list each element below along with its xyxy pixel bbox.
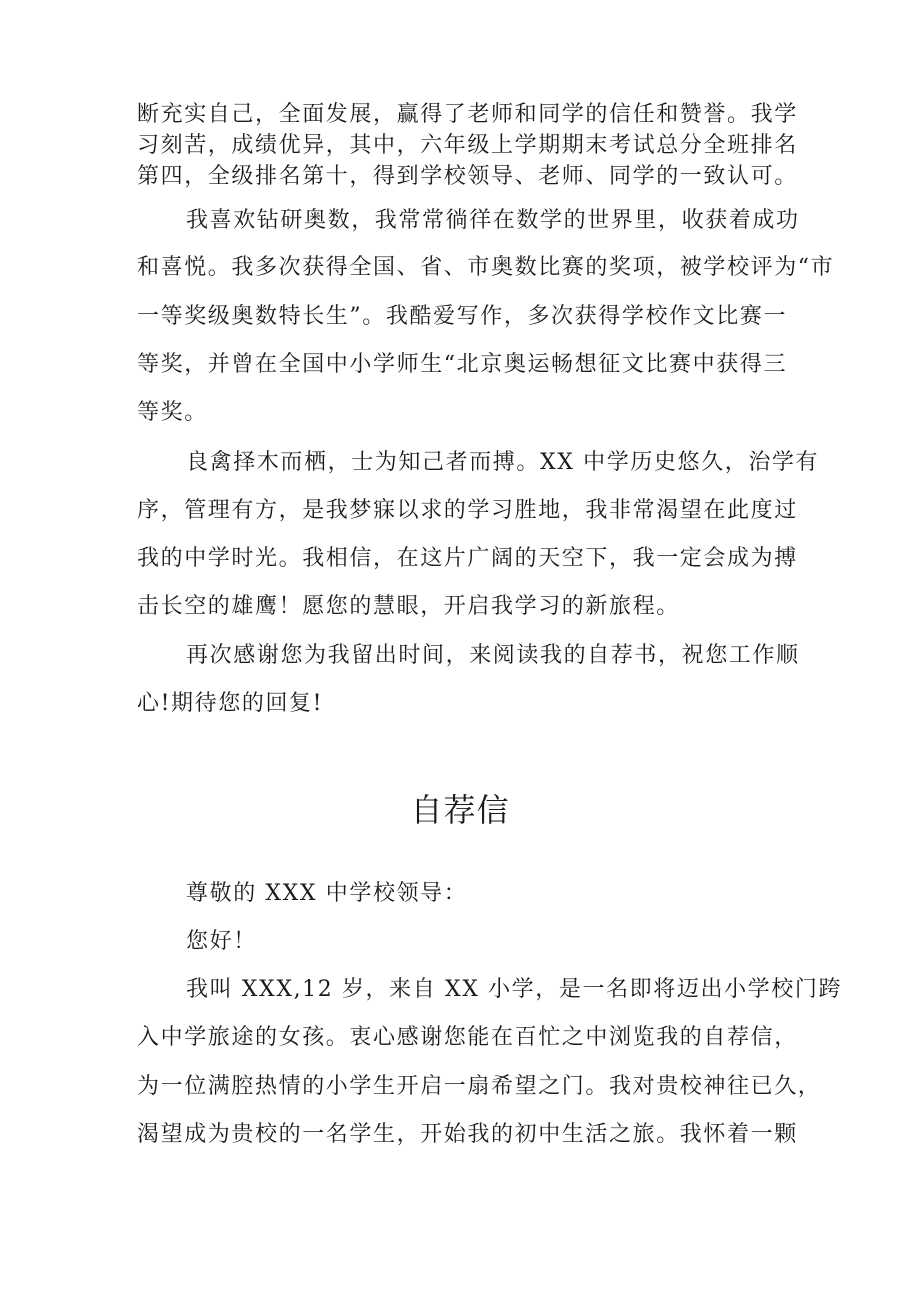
text-line: 等奖，并曾在全国中小学师生“北京奥运畅想征文比赛中获得三 xyxy=(137,352,788,377)
text-line: 良禽择木而栖，士为知己者而搏。XX 中学历史悠久，治学有 xyxy=(186,450,820,475)
text-line: 击长空的雄鹰！愿您的慧眼，开启我学习的新旅程。 xyxy=(137,594,680,619)
text-line: 入中学旅途的女孩。衷心感谢您能在百忙之中浏览我的自荐信， xyxy=(137,1025,798,1050)
text-line: 和喜悦。我多次获得全国、省、市奥数比赛的奖项，被学校评为“市 xyxy=(137,255,835,280)
salutation: 尊敬的 XXX 中学校领导： xyxy=(186,881,468,906)
text-line: 等奖。 xyxy=(137,400,208,425)
greeting: 您好！ xyxy=(186,929,257,954)
text-line: 断充实自己，全面发展，赢得了老师和同学的信任和赞誉。我学 xyxy=(137,102,798,127)
text-line: 我的中学时光。我相信，在这片广阔的天空下，我一定会成为搏 xyxy=(137,546,798,571)
text-line: 一等奖级奥数特长生”。我酷爱写作，多次获得学校作文比赛一 xyxy=(137,304,788,329)
text-line: 渴望成为贵校的一名学生，开始我的初中生活之旅。我怀着一颗 xyxy=(137,1122,798,1147)
text-line: 习刻苦，成绩优异，其中，六年级上学期期末考试总分全班排名 xyxy=(137,133,798,158)
text-line: 心!期待您的回复! xyxy=(137,691,324,716)
text-line: 我喜欢钻研奥数，我常常徜徉在数学的世界里，收获着成功 xyxy=(186,208,800,233)
text-line: 为一位满腔热情的小学生开启一扇希望之门。我对贵校神往已久， xyxy=(137,1074,822,1099)
text-line: 再次感谢您为我留出时间，来阅读我的自荐书，祝您工作顺 xyxy=(186,643,800,668)
text-line: 我叫 XXX,12 岁，来自 XX 小学，是一名即将迈出小学校门跨 xyxy=(186,977,843,1002)
letter-title: 自荐信 xyxy=(410,791,510,829)
text-line: 序，管理有方，是我梦寐以求的学习胜地，我非常渴望在此度过 xyxy=(137,498,798,523)
text-line: 第四，全级排名第十，得到学校领导、老师、同学的一致认可。 xyxy=(137,164,798,189)
